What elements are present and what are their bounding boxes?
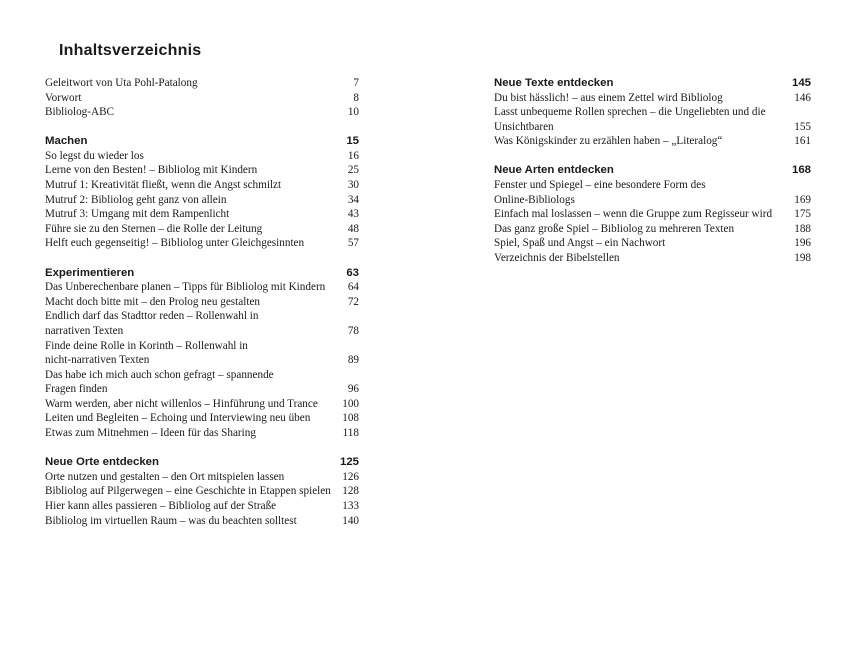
entry-title-line: Vorwort bbox=[45, 91, 82, 104]
toc-section bbox=[494, 76, 811, 149]
toc-entry bbox=[45, 426, 359, 441]
entry-title-line: nicht-narrativen Texten bbox=[45, 354, 150, 367]
entry-page-number: 8 bbox=[353, 91, 359, 104]
entry-title bbox=[494, 91, 788, 106]
toc-entry bbox=[45, 149, 359, 164]
entry-title-line: Etwas zum Mitnehmen – Ideen für das Sharing bbox=[45, 427, 256, 440]
entry-title bbox=[45, 397, 336, 412]
entry-title-line: Das ganz große Spiel – Bibliolog zu mehreren Texten bbox=[494, 222, 735, 235]
entry-title bbox=[45, 76, 347, 91]
toc-entry bbox=[45, 105, 359, 120]
entry-title-line: Spiel, Spaß und Angst – ein Nachwort bbox=[494, 237, 666, 250]
toc-entry bbox=[494, 222, 811, 237]
entry-title-line: Online-Bibliologs bbox=[494, 193, 575, 206]
entry-title bbox=[494, 207, 788, 222]
section-title: Neue Texte entdecken bbox=[494, 77, 614, 89]
section-heading bbox=[494, 163, 811, 178]
toc-entry bbox=[494, 236, 811, 251]
section-title: Neue Orte entdecken bbox=[45, 456, 159, 469]
entry-title-line: Das Unberechenbare planen – Tipps für Bibliolog mit Kindern bbox=[45, 281, 326, 294]
entry-title bbox=[45, 193, 342, 208]
entry-title bbox=[45, 499, 336, 514]
entry-page-number: 155 bbox=[794, 120, 811, 133]
entry-title bbox=[494, 134, 788, 149]
entry-title-line: Unsichtbaren bbox=[494, 120, 554, 133]
toc-entry bbox=[45, 91, 359, 106]
entry-page-number: 57 bbox=[347, 237, 359, 250]
toc-section bbox=[45, 134, 359, 251]
toc-entry bbox=[45, 295, 359, 310]
entry-title bbox=[45, 280, 342, 295]
entry-page-number: 169 bbox=[794, 193, 811, 206]
entry-title-line: Lerne von den Besten! – Bibliolog mit Kindern bbox=[45, 164, 258, 177]
entry-title bbox=[45, 309, 342, 338]
entry-page-number: 16 bbox=[347, 149, 359, 162]
section-heading bbox=[494, 76, 811, 91]
entry-title bbox=[45, 514, 336, 529]
toc-entry bbox=[494, 207, 811, 222]
toc-section bbox=[45, 76, 359, 120]
entry-page-number: 126 bbox=[342, 470, 359, 483]
entry-page-number: 188 bbox=[794, 222, 811, 235]
entry-title-line: Mutruf 1: Kreativität fließt, wenn die Angst schmilzt bbox=[45, 179, 282, 192]
entry-title-line: Orte nutzen und gestalten – den Ort mitspielen lassen bbox=[45, 470, 285, 483]
toc-entry bbox=[494, 105, 811, 134]
toc-entry bbox=[494, 251, 811, 266]
entry-page-number: 25 bbox=[347, 164, 359, 177]
toc-entry bbox=[45, 368, 359, 397]
entry-title bbox=[45, 368, 342, 397]
entry-title-line: Führe sie zu den Sternen – die Rolle der Leitung bbox=[45, 222, 263, 235]
entry-title-line: Hier kann alles passieren – Bibliolog auf der Straße bbox=[45, 499, 277, 512]
entry-title-line: Endlich darf das Stadttor reden – Rollenwahl in bbox=[45, 310, 259, 323]
entry-title bbox=[45, 339, 342, 368]
toc-section bbox=[45, 455, 359, 528]
toc-right-column bbox=[494, 76, 811, 280]
entry-title-line: Fragen finden bbox=[45, 383, 108, 396]
section-heading bbox=[45, 134, 359, 149]
entry-title bbox=[45, 149, 342, 164]
toc-entry bbox=[45, 499, 359, 514]
entry-title bbox=[494, 178, 788, 207]
entry-title bbox=[45, 105, 342, 120]
entry-page-number: 72 bbox=[347, 295, 359, 308]
entry-title-line: Einfach mal loslassen – wenn die Gruppe zum Regisseur wird bbox=[494, 208, 773, 221]
entry-title bbox=[494, 222, 788, 237]
toc-entry bbox=[45, 222, 359, 237]
entry-title-line: Mutruf 2: Bibliolog geht ganz von allein bbox=[45, 193, 227, 206]
entry-title bbox=[45, 222, 342, 237]
entry-title-line: Bibliolog im virtuellen Raum – was du beachten solltest bbox=[45, 514, 297, 527]
entry-page-number: 48 bbox=[347, 222, 359, 235]
section-page-number: 125 bbox=[339, 456, 359, 469]
toc-entry bbox=[45, 339, 359, 368]
toc-entry bbox=[45, 163, 359, 178]
toc-entry bbox=[45, 309, 359, 338]
section-title: Machen bbox=[45, 135, 88, 148]
entry-page-number: 64 bbox=[347, 281, 359, 294]
page-title: Inhaltsverzeichnis bbox=[59, 42, 202, 59]
toc-entry bbox=[45, 76, 359, 91]
entry-page-number: 10 bbox=[347, 106, 359, 119]
entry-page-number: 89 bbox=[347, 354, 359, 367]
entry-page-number: 30 bbox=[347, 179, 359, 192]
entry-title bbox=[45, 426, 337, 441]
section-page-number: 15 bbox=[346, 135, 359, 148]
section-title: Experimentieren bbox=[45, 266, 135, 279]
entry-title bbox=[45, 484, 336, 499]
toc-entry bbox=[494, 134, 811, 149]
entry-title bbox=[494, 251, 788, 266]
entry-title bbox=[45, 178, 342, 193]
section-title: Neue Arten entdecken bbox=[494, 164, 614, 177]
entry-title-line: Du bist hässlich! – aus einem Zettel wird Bibliolog bbox=[494, 91, 723, 104]
entry-page-number: 34 bbox=[347, 193, 359, 206]
entry-page-number: 198 bbox=[794, 252, 811, 265]
toc-entry bbox=[45, 411, 359, 426]
entry-title-line: Leiten und Begleiten – Echoing und Interviewing neu üben bbox=[45, 412, 311, 425]
toc-entry bbox=[494, 178, 811, 207]
entry-page-number: 96 bbox=[347, 383, 359, 396]
entry-title bbox=[45, 411, 336, 426]
entry-title-line: Verzeichnis der Bibelstellen bbox=[494, 252, 620, 265]
toc-entry bbox=[494, 91, 811, 106]
entry-page-number: 175 bbox=[794, 208, 811, 221]
entry-page-number: 78 bbox=[347, 324, 359, 337]
entry-page-number: 140 bbox=[342, 514, 359, 527]
section-page-number: 63 bbox=[346, 266, 359, 279]
entry-title-line: Bibliolog-ABC bbox=[45, 106, 114, 119]
entry-title-line: Warm werden, aber nicht willenlos – Hinführung und Trance bbox=[45, 397, 318, 410]
entry-title-line: Finde deine Rolle in Korinth – Rollenwahl in bbox=[45, 339, 248, 352]
entry-title bbox=[45, 163, 342, 178]
entry-title-line: narrativen Texten bbox=[45, 324, 124, 337]
toc-entry bbox=[45, 236, 359, 251]
entry-title bbox=[45, 470, 336, 485]
entry-page-number: 43 bbox=[347, 208, 359, 221]
toc-entry bbox=[45, 280, 359, 295]
entry-title-line: Geleitwort von Uta Pohl-Patalong bbox=[45, 77, 198, 89]
section-page-number: 168 bbox=[791, 164, 811, 177]
toc-entry bbox=[45, 397, 359, 412]
toc-entry bbox=[45, 470, 359, 485]
entry-title-line: Was Königskinder zu erzählen haben – „Literalog“ bbox=[494, 135, 723, 148]
entry-page-number: 161 bbox=[794, 135, 811, 148]
entry-page-number: 118 bbox=[342, 427, 359, 440]
toc-left-column bbox=[45, 76, 359, 543]
entry-title-line: Helft euch gegenseitig! – Bibliolog unter Gleichgesinnten bbox=[45, 237, 305, 250]
toc-entry bbox=[45, 514, 359, 529]
entry-page-number: 196 bbox=[794, 237, 811, 250]
entry-title-line: Mutruf 3: Umgang mit dem Rampenlicht bbox=[45, 208, 230, 221]
toc-entry bbox=[45, 193, 359, 208]
entry-title-line: Fenster und Spiegel – eine besondere Form des bbox=[494, 179, 706, 192]
entry-page-number: 108 bbox=[342, 412, 359, 425]
entry-title bbox=[45, 91, 347, 106]
toc-section bbox=[494, 163, 811, 265]
entry-title-line: Das habe ich mich auch schon gefragt – spannende bbox=[45, 368, 274, 381]
toc-entry bbox=[45, 178, 359, 193]
toc-entry bbox=[45, 207, 359, 222]
entry-title bbox=[494, 105, 788, 134]
entry-page-number: 100 bbox=[342, 397, 359, 410]
entry-page-number: 133 bbox=[342, 499, 359, 512]
toc-section bbox=[45, 266, 359, 441]
entry-title bbox=[45, 236, 342, 251]
entry-page-number: 128 bbox=[342, 485, 359, 498]
entry-title-line: So legst du wieder los bbox=[45, 149, 144, 162]
entry-title bbox=[45, 295, 342, 310]
section-heading bbox=[45, 455, 359, 470]
entry-title-line: Bibliolog auf Pilgerwegen – eine Geschichte in Etappen spielen bbox=[45, 485, 331, 498]
entry-title-line: Lasst unbequeme Rollen sprechen – die Ungeliebten und die bbox=[494, 106, 766, 119]
toc-entry bbox=[45, 484, 359, 499]
entry-title bbox=[494, 236, 788, 251]
section-heading bbox=[45, 266, 359, 281]
section-page-number: 145 bbox=[791, 77, 811, 89]
entry-title bbox=[45, 207, 342, 222]
entry-page-number: 146 bbox=[794, 91, 811, 104]
entry-page-number: 7 bbox=[353, 77, 359, 89]
entry-title-line: Macht doch bitte mit – den Prolog neu gestalten bbox=[45, 295, 261, 308]
